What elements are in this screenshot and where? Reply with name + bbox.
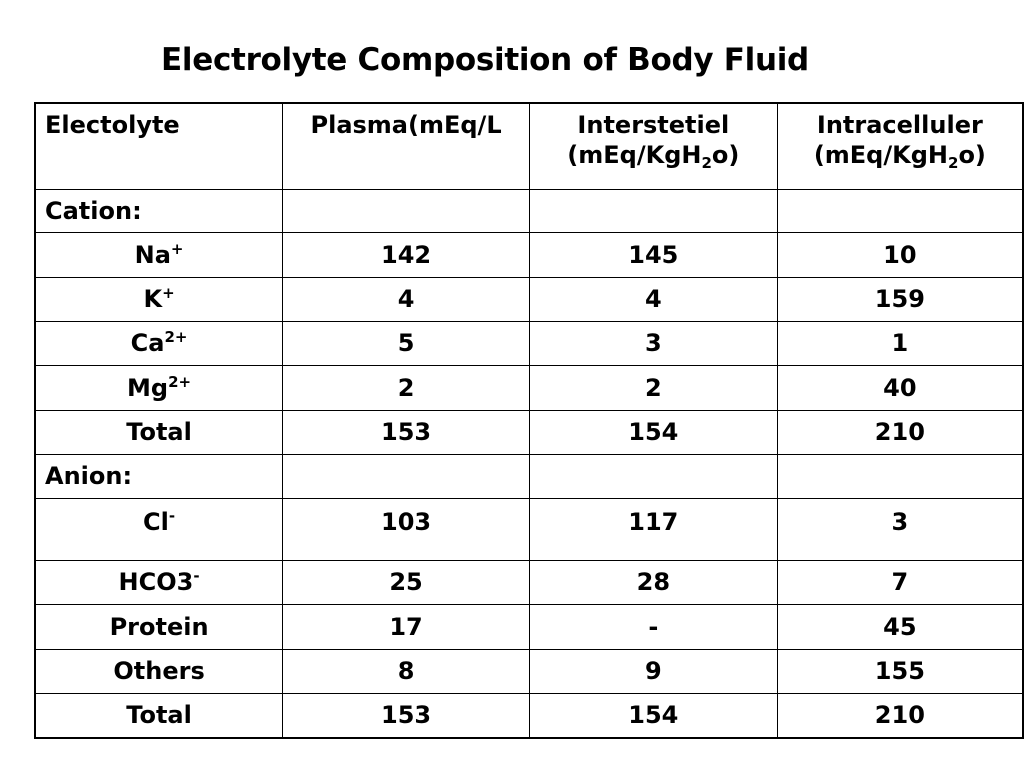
interstitial-value: 4	[529, 277, 777, 321]
interstitial-value: 28	[529, 560, 777, 604]
section-row-anion	[35, 454, 1023, 498]
row-label-others: Others	[35, 649, 283, 693]
intracellular-value: 10	[777, 232, 1023, 277]
ion-name: Na+	[35, 232, 283, 277]
interstitial-value: 2	[529, 365, 777, 410]
row-label-protein: Protein	[35, 604, 283, 649]
header-electrolyte: Electolyte	[35, 103, 283, 189]
interstitial-value: -	[529, 604, 777, 649]
intracellular-value: 7	[777, 560, 1023, 604]
intracellular-value: 3	[777, 498, 1023, 560]
interstitial-value: 117	[529, 498, 777, 560]
ion-name: Cl-	[35, 498, 283, 560]
interstitial-value: 154	[529, 693, 777, 738]
interstitial-value: 154	[529, 410, 777, 454]
intracellular-value: 210	[777, 410, 1023, 454]
slide-title: Electrolyte Composition of Body Fluid	[161, 42, 809, 78]
table-row	[35, 277, 1023, 321]
header-interstitial: Interstetiel (mEq/KgH$_2$o)	[529, 103, 777, 189]
plasma-value: 25	[283, 560, 530, 604]
section-label-anion: Anion:	[35, 454, 283, 498]
ion-name: $Ca^{2+}$	[35, 321, 283, 365]
table-row	[35, 498, 1023, 560]
row-label-total: Total	[35, 693, 283, 738]
table-row	[35, 321, 1023, 365]
intracellular-value: 45	[777, 604, 1023, 649]
header-plasma: Plasma(mEq/L	[283, 103, 530, 189]
plasma-value: 103	[283, 498, 530, 560]
plasma-value: 142	[283, 232, 530, 277]
ion-name: K+	[35, 277, 283, 321]
section-row-cation	[35, 189, 1023, 232]
interstitial-value: 145	[529, 232, 777, 277]
intracellular-value: 40	[777, 365, 1023, 410]
intracellular-value: 210	[777, 693, 1023, 738]
table-row	[35, 365, 1023, 410]
table-row	[35, 604, 1023, 649]
plasma-value: 8	[283, 649, 530, 693]
intracellular-value: 1	[777, 321, 1023, 365]
plasma-value: 4	[283, 277, 530, 321]
table-row	[35, 560, 1023, 604]
electrolyte-table	[34, 102, 1024, 739]
table-row	[35, 232, 1023, 277]
interstitial-value: 9	[529, 649, 777, 693]
ion-name: HCO3-	[35, 560, 283, 604]
plasma-value: 17	[283, 604, 530, 649]
table-row	[35, 649, 1023, 693]
total-row-cation	[35, 410, 1023, 454]
plasma-value: 153	[283, 693, 530, 738]
intracellular-value: 159	[777, 277, 1023, 321]
interstitial-value: 3	[529, 321, 777, 365]
plasma-value: 153	[283, 410, 530, 454]
plasma-value: 2	[283, 365, 530, 410]
header-intracellular: Intracelluler (mEq/KgH$_2$o)	[777, 103, 1023, 189]
intracellular-value: 155	[777, 649, 1023, 693]
section-label-cation: Cation:	[35, 189, 283, 232]
header-row	[35, 103, 1023, 189]
plasma-value: 5	[283, 321, 530, 365]
total-row-anion	[35, 693, 1023, 738]
row-label-total: Total	[35, 410, 283, 454]
ion-name: $Mg^{2+}$	[35, 365, 283, 410]
